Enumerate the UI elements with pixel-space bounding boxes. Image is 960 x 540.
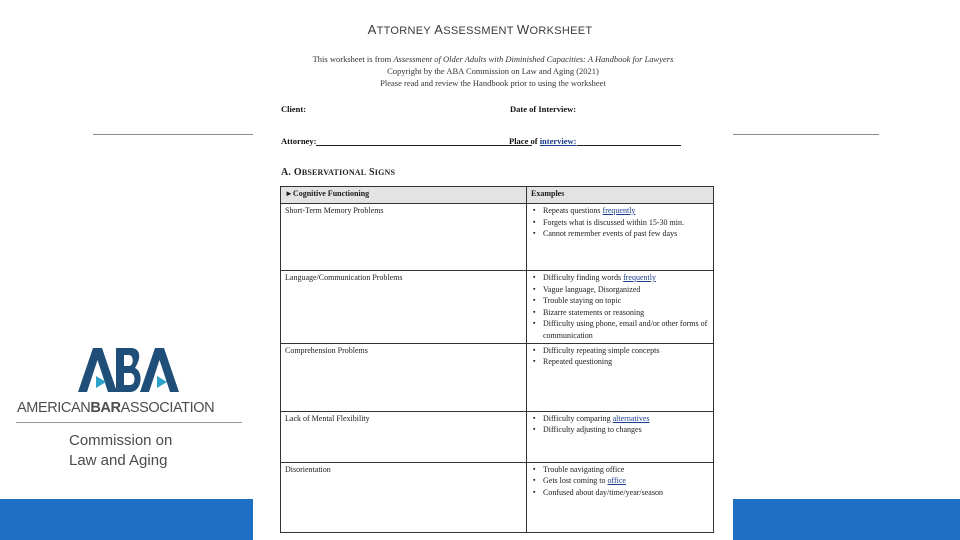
list-item — [543, 345, 709, 357]
worksheet-intro: This worksheet is from Assessment of Older Adults with Diminished Capacities: A Handbook for Lawyers Copyright by the ABA Commission on Law and Aging (2021) Please read and review the Handbook prior to using the worksheet — [312, 54, 674, 88]
handbook-title: Assessment of Older Adults with Diminished Capacities: A Handbook for Lawyers — [393, 54, 674, 64]
attorney-field: Attorney: — [281, 136, 532, 146]
examples-cell — [527, 343, 714, 411]
category-cell: Disorientation — [281, 462, 527, 532]
aba-logo-mark — [78, 348, 180, 392]
example-emphasis: frequently — [602, 206, 636, 215]
list-item — [543, 475, 709, 487]
example-text: Vague language, Disorganized — [543, 284, 641, 294]
list-item — [543, 318, 709, 341]
table-row — [281, 204, 714, 271]
examples-list — [531, 464, 709, 499]
example-text: Bizarre statements or reasoning — [543, 307, 645, 317]
table-row — [281, 411, 714, 462]
list-item — [543, 424, 709, 436]
col-examples: Examples — [527, 187, 714, 204]
example-text: Difficulty using phone, email and/or other forms of communication — [543, 319, 708, 340]
slide-title: ATTORNEY ASSESSMENT WORKSHEET — [367, 22, 593, 37]
list-item — [543, 205, 709, 217]
examples-cell — [527, 411, 714, 462]
worksheet-image — [253, 46, 733, 540]
example-text: Repeats questions — [543, 206, 603, 215]
logo-letter-b — [116, 348, 141, 392]
example-text: Difficulty comparing — [543, 413, 613, 423]
table-row — [281, 343, 714, 411]
example-text: Trouble staying on topic — [543, 296, 622, 306]
example-text: Difficulty repeating simple concepts — [543, 345, 660, 355]
list-item — [543, 217, 709, 229]
examples-list — [531, 205, 709, 240]
example-text: Gets lost coming to — [543, 476, 608, 486]
examples-list — [531, 345, 709, 368]
example-emphasis: frequently — [623, 273, 656, 282]
example-text: Difficulty adjusting to changes — [543, 425, 642, 435]
list-item — [543, 307, 709, 319]
col-cognitive-functioning: ►Cognitive Functioning — [281, 187, 527, 204]
example-text: Confused about day/time/year/season — [543, 487, 663, 497]
table-header-row — [281, 187, 714, 204]
examples-cell — [527, 271, 714, 344]
list-item — [543, 272, 709, 284]
example-text: Repeated questioning — [543, 357, 613, 367]
observational-signs-table — [280, 186, 714, 533]
section-heading: A. OBSERVATIONAL SIGNS — [281, 167, 396, 178]
table-row — [281, 271, 714, 344]
client-field: Client: — [281, 104, 307, 114]
example-emphasis: alternatives — [612, 413, 650, 423]
left-divider — [93, 134, 253, 135]
logo-divider — [16, 422, 242, 423]
examples-cell — [527, 462, 714, 532]
example-text: Forgets what is discussed within 15-30 min. — [543, 217, 684, 227]
list-item — [543, 284, 709, 296]
right-divider — [733, 134, 879, 135]
list-item — [543, 487, 709, 499]
category-cell: Language/Communication Problems — [281, 271, 527, 344]
aba-wordmark: AMERICANBARASSOCIATION — [17, 400, 215, 416]
list-item — [543, 228, 709, 240]
commission-name: Commission on Law and Aging — [69, 432, 173, 469]
examples-list — [531, 272, 709, 342]
list-item — [543, 356, 709, 368]
list-item — [543, 464, 709, 476]
example-emphasis: office — [607, 476, 626, 486]
category-cell: Lack of Mental Flexibility — [281, 411, 527, 462]
examples-list — [531, 413, 709, 436]
date-field: Date of Interview: — [510, 104, 577, 114]
example-text: Trouble navigating office — [543, 464, 625, 474]
table-row — [281, 462, 714, 532]
list-item — [543, 413, 709, 425]
examples-cell — [527, 204, 714, 271]
example-text: Cannot remember events of past few days — [543, 229, 678, 239]
category-cell: Comprehension Problems — [281, 343, 527, 411]
list-item — [543, 295, 709, 307]
place-field: Place of interview: — [509, 136, 681, 146]
example-text: Difficulty finding words — [543, 273, 624, 282]
category-cell: Short-Term Memory Problems — [281, 204, 527, 271]
